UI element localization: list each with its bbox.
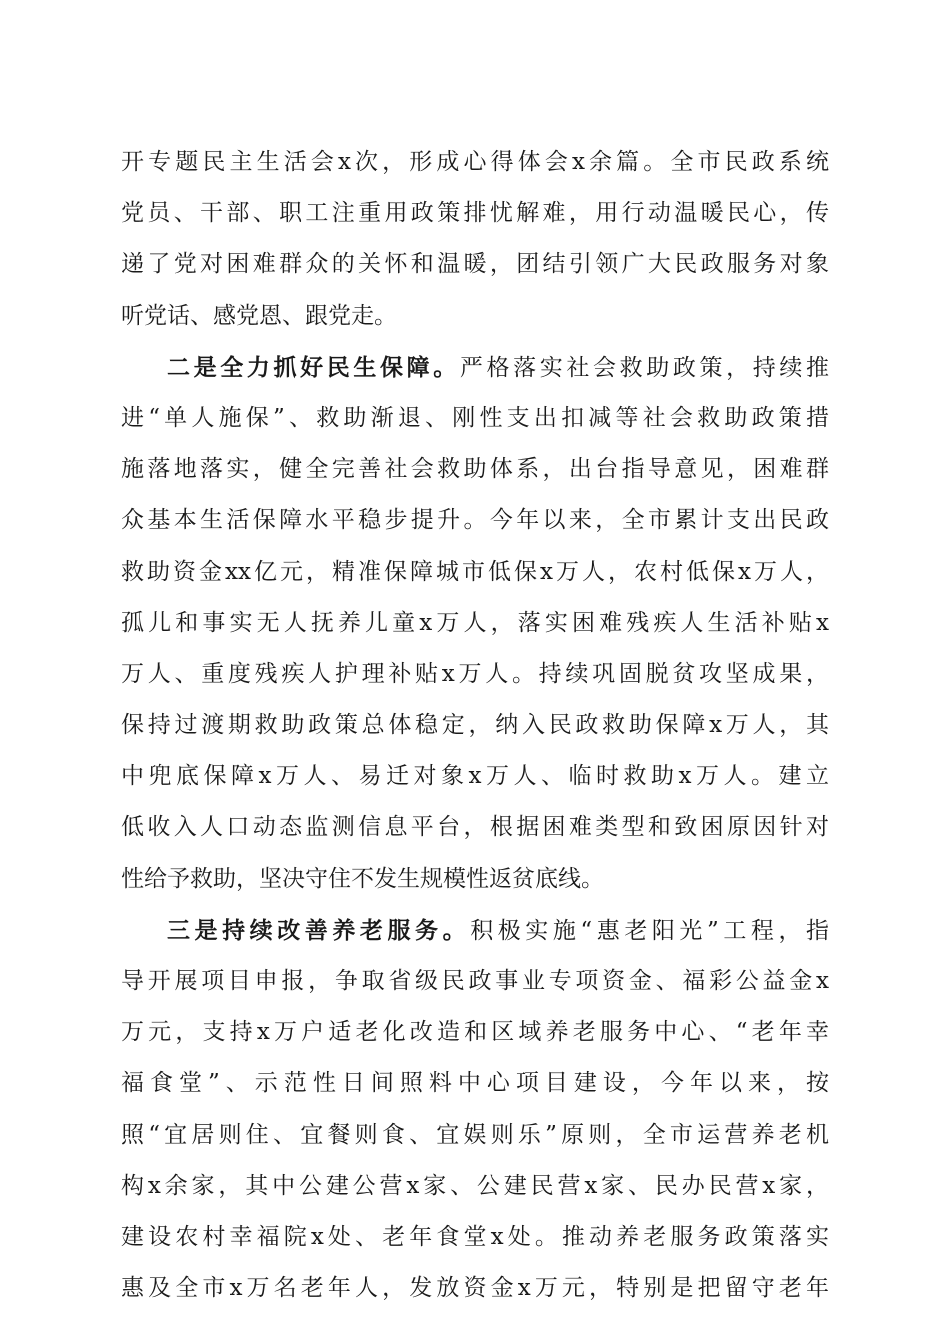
text-run: 积极实施“惠老阳光”工程，指: [470, 917, 829, 944]
text-line: 救助资金xx亿元，精准保障城市低保x万人，农村低保x万人，: [121, 558, 829, 585]
text-line: 万元，支持x万户适老化改造和区域养老服务中心、“老年幸: [121, 1019, 829, 1046]
paragraph-lead: 二是全力抓好民生保障。: [167, 353, 460, 381]
paragraph-first-line: [121, 905, 829, 956]
text-line: 施落地落实，健全完善社会救助体系，出台指导意见，困难群: [121, 456, 829, 483]
text-line: 众基本生活保障水平稳步提升。今年以来，全市累计支出民政: [121, 507, 829, 534]
text-line: 导开展项目申报，争取省级民政事业专项资金、福彩公益金x: [121, 968, 829, 994]
text-line: 进“单人施保”、救助渐退、刚性支出扣减等社会救助政策措: [121, 404, 829, 431]
text-line: 建设农村幸福院x处、老年食堂x处。推动养老服务政策落实: [121, 1223, 829, 1250]
text-line: 低收入人口动态监测信息平台，根据困难类型和致困原因针对: [121, 814, 829, 841]
text-line: 福食堂”、示范性日间照料中心项目建设，今年以来，按: [121, 1070, 829, 1097]
paragraph-3: [121, 905, 829, 1315]
paragraph-2: [121, 342, 829, 905]
text-line: 保持过渡期救助政策总体稳定，纳入民政救助保障x万人，其: [121, 712, 829, 739]
text-line: 孤儿和事实无人抚养儿童x万人，落实困难残疾人生活补贴x: [121, 609, 829, 636]
text-line: 构x余家，其中公建公营x家、公建民营x家、民办民营x家，: [121, 1172, 829, 1199]
document-body: [121, 137, 829, 1314]
text-line: 性给予救助，坚决守住不发生规模性返贫底线。: [121, 865, 604, 892]
text-line: 递了党对困难群众的关怀和温暖，团结引领广大民政服务对象: [121, 251, 829, 278]
text-line: 党员、干部、职工注重用政策排忧解难，用行动温暖民心，传: [121, 200, 829, 227]
paragraph-1: [121, 137, 829, 342]
paragraph-lead: 三是持续改善养老服务。: [167, 916, 471, 944]
text-run: 严格落实社会救助政策，持续推: [459, 354, 829, 381]
paragraph-first-line: [121, 342, 829, 393]
text-line: 惠及全市x万名老年人，发放资金x万元，特别是把留守老年: [121, 1275, 829, 1302]
text-line: 开专题民主生活会x次，形成心得体会x余篇。全市民政系统: [121, 149, 829, 175]
text-line: 万人、重度残疾人护理补贴x万人。持续巩固脱贫攻坚成果，: [121, 660, 829, 687]
text-line: 照“宜居则住、宜餐则食、宜娱则乐”原则，全市运营养老机: [121, 1121, 829, 1148]
text-line: 听党话、感党恩、跟党走。: [121, 302, 397, 329]
text-line: 中兜底保障x万人、易迁对象x万人、临时救助x万人。建立: [121, 763, 829, 790]
